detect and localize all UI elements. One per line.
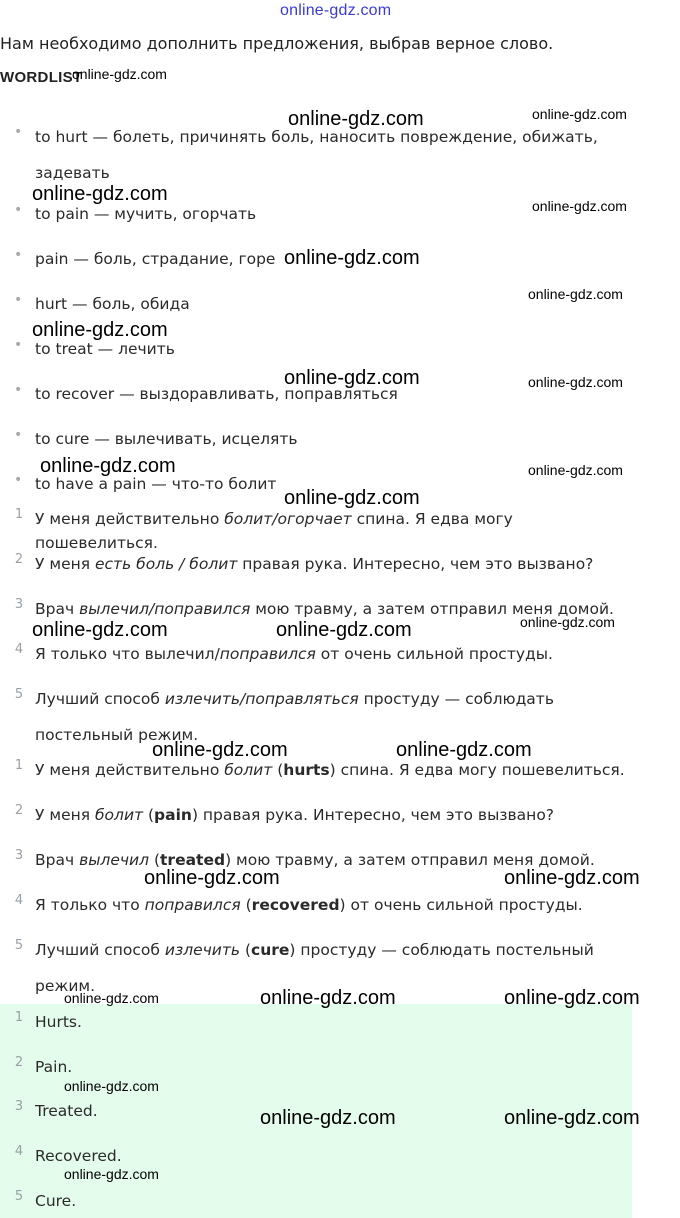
watermark: online-gdz.com: [144, 867, 280, 889]
bullet-icon: •: [14, 202, 23, 218]
watermark: online-gdz.com: [532, 198, 627, 214]
watermark: online-gdz.com: [504, 867, 640, 889]
site-header[interactable]: online-gdz.com: [280, 2, 392, 19]
watermark: online-gdz.com: [64, 1166, 159, 1182]
bullet-icon: •: [14, 382, 23, 398]
watermark: online-gdz.com: [528, 286, 623, 302]
watermark: online-gdz.com: [64, 1078, 159, 1094]
watermark: online-gdz.com: [260, 987, 396, 1009]
bullet-icon: •: [14, 292, 23, 308]
watermark: online-gdz.com: [288, 108, 424, 130]
watermark: online-gdz.com: [528, 462, 623, 478]
watermark: online-gdz.com: [528, 374, 623, 390]
watermark: online-gdz.com: [40, 455, 176, 477]
watermark: online-gdz.com: [32, 619, 168, 641]
watermark: online-gdz.com: [520, 614, 615, 630]
watermark: online-gdz.com: [276, 619, 412, 641]
watermark: online-gdz.com: [284, 247, 420, 269]
watermark: online-gdz.com: [504, 1107, 640, 1129]
watermark: online-gdz.com: [284, 487, 420, 509]
wordlist-label: WORDLIST: [0, 69, 83, 86]
watermark: online-gdz.com: [72, 66, 167, 82]
watermark: online-gdz.com: [152, 739, 288, 761]
watermark: online-gdz.com: [532, 106, 627, 122]
task-intro: Нам необходимо дополнить предложения, выбрав верное слово.: [0, 34, 554, 53]
watermark: online-gdz.com: [504, 987, 640, 1009]
bullet-icon: •: [14, 337, 23, 353]
bullet-icon: •: [14, 124, 23, 140]
watermark: online-gdz.com: [396, 739, 532, 761]
watermark: online-gdz.com: [32, 319, 168, 341]
watermark: online-gdz.com: [260, 1107, 396, 1129]
watermark: online-gdz.com: [32, 183, 168, 205]
bullet-icon: •: [14, 427, 23, 443]
bullet-icon: •: [14, 472, 23, 488]
bullet-icon: •: [14, 247, 23, 263]
watermark: online-gdz.com: [284, 367, 420, 389]
watermark: online-gdz.com: [64, 990, 159, 1006]
